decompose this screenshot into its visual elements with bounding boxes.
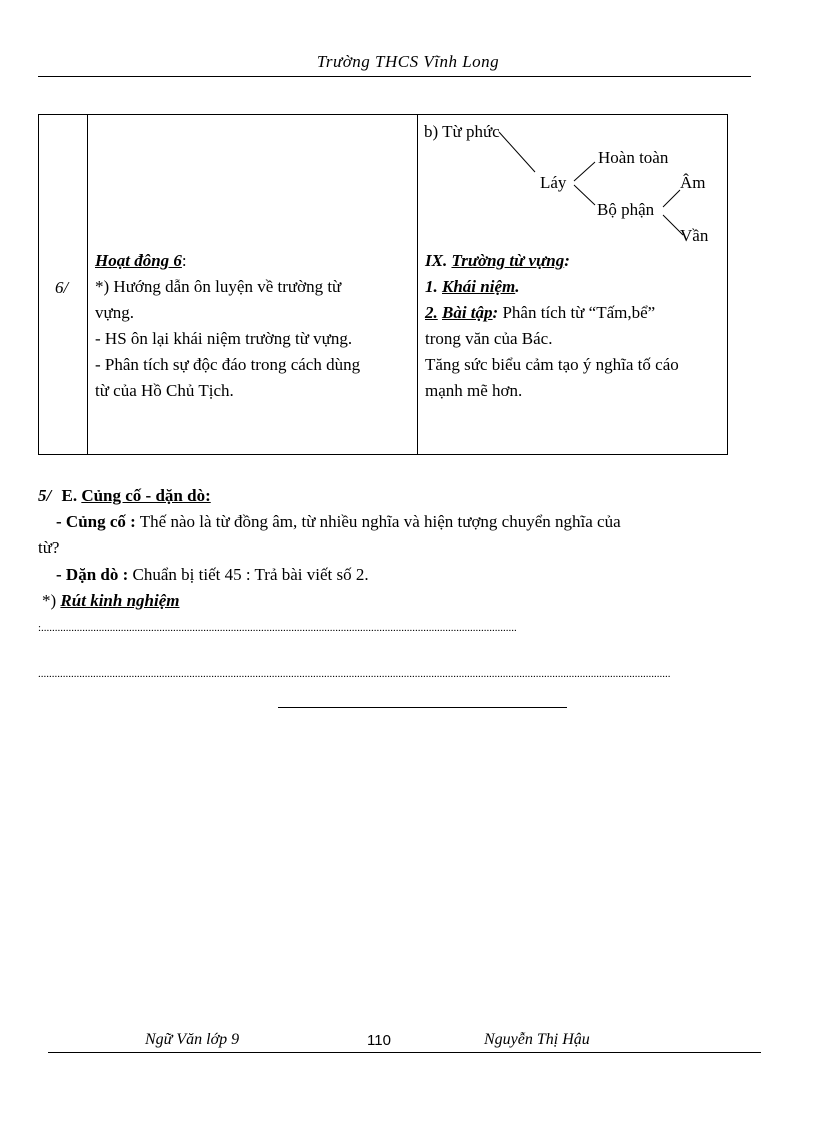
notes-dotted-line-2: ...................................................................................................................................................................................................................................... — [38, 668, 671, 680]
item1-title: Khái niệm — [442, 277, 516, 296]
time-cell — [39, 115, 88, 455]
activity-line-5: từ của Hồ Chủ Tịch. — [95, 381, 234, 400]
diagram-root: b) Từ phức — [424, 122, 500, 141]
diagram-am: Âm — [680, 173, 706, 192]
section-suffix: : — [564, 251, 570, 270]
dan-do-text: Chuẩn bị tiết 45 : Trả bài viết số 2. — [132, 565, 369, 584]
lesson-table — [38, 114, 728, 455]
content-line-1: trong văn của Bác. — [425, 329, 553, 348]
footer-author: Nguyễn Thị Hậu — [484, 1031, 590, 1048]
activity-line-4: - Phân tích sự độc đáo trong cách dùng — [95, 355, 361, 374]
diagram-bo-phan: Bộ phận — [597, 200, 655, 219]
section-number: IX. — [425, 251, 448, 270]
item2-text: Phân tích từ “Tấm,bể” — [502, 303, 656, 322]
activity-line-1: *) Hướng dẫn ôn luyện về trường từ — [95, 277, 342, 296]
notes-dotted-line-1: :............................................................................................................................................................................. — [38, 622, 517, 634]
header-school: Trường THCS Vĩnh Long — [316, 52, 500, 71]
footer-subject: Ngữ Văn lớp 9 — [145, 1031, 240, 1048]
content-cell — [418, 115, 728, 455]
activity-title-suffix: : — [181, 251, 187, 270]
diagram-hoan-toan: Hoàn toàn — [598, 148, 669, 167]
section-end-rule — [278, 707, 567, 708]
footer-page-number: 110 — [367, 1032, 391, 1049]
dan-do-label: - Dặn dò : — [56, 565, 129, 584]
content-block — [425, 248, 729, 404]
item2-suffix: : — [492, 303, 499, 322]
consolidation-title: Củng cố - dặn dò: — [81, 486, 211, 505]
content-line-2: Tăng sức biểu cảm tạo ý nghĩa tố cáo — [425, 355, 679, 374]
activity-block — [95, 248, 413, 404]
activity-line-2: vựng. — [95, 303, 134, 322]
consolidation-label: E. — [61, 486, 78, 505]
activity-line-3: - HS ôn lại khái niệm trường từ vựng. — [95, 329, 353, 348]
consolidation-time: 5/ — [38, 486, 52, 505]
item1-number: 1. — [425, 277, 438, 296]
item1-suffix: . — [515, 277, 520, 296]
word-tree-diagram — [418, 115, 728, 247]
item2-title: Bài tập — [442, 303, 493, 322]
cung-co-continuation: từ? — [38, 538, 60, 557]
rut-kinh-nghiem-line — [42, 591, 179, 611]
consolidation-heading — [38, 486, 211, 506]
rut-kinh-nghiem-title: Rút kinh nghiệm — [60, 591, 180, 610]
time-value: 6/ — [55, 278, 69, 297]
cung-co-label: - Củng cố : — [56, 512, 136, 531]
footer-rule — [48, 1052, 761, 1053]
dan-do-line — [56, 565, 369, 585]
line-lay-bophan — [574, 185, 595, 205]
cung-co-line — [56, 512, 736, 532]
header-rule — [38, 76, 751, 77]
content-line-3: mạnh mẽ hơn. — [425, 381, 523, 400]
line-lay-hoantoan — [574, 162, 595, 181]
diagram-lay: Láy — [540, 173, 567, 192]
line-root-lay — [499, 132, 535, 172]
activity-cell — [88, 115, 418, 455]
cung-co-text: Thế nào là từ đồng âm, từ nhiều nghĩa và hiện tượng chuyển nghĩa của — [139, 512, 621, 531]
activity-title: Hoạt đông 6 — [95, 251, 182, 270]
rut-kinh-nghiem-prefix: *) — [42, 591, 57, 610]
line-bophan-am — [663, 190, 680, 207]
section-title: Trường từ vựng — [451, 251, 565, 270]
diagram-van: Vần — [680, 226, 709, 245]
item2-number: 2. — [425, 303, 438, 322]
